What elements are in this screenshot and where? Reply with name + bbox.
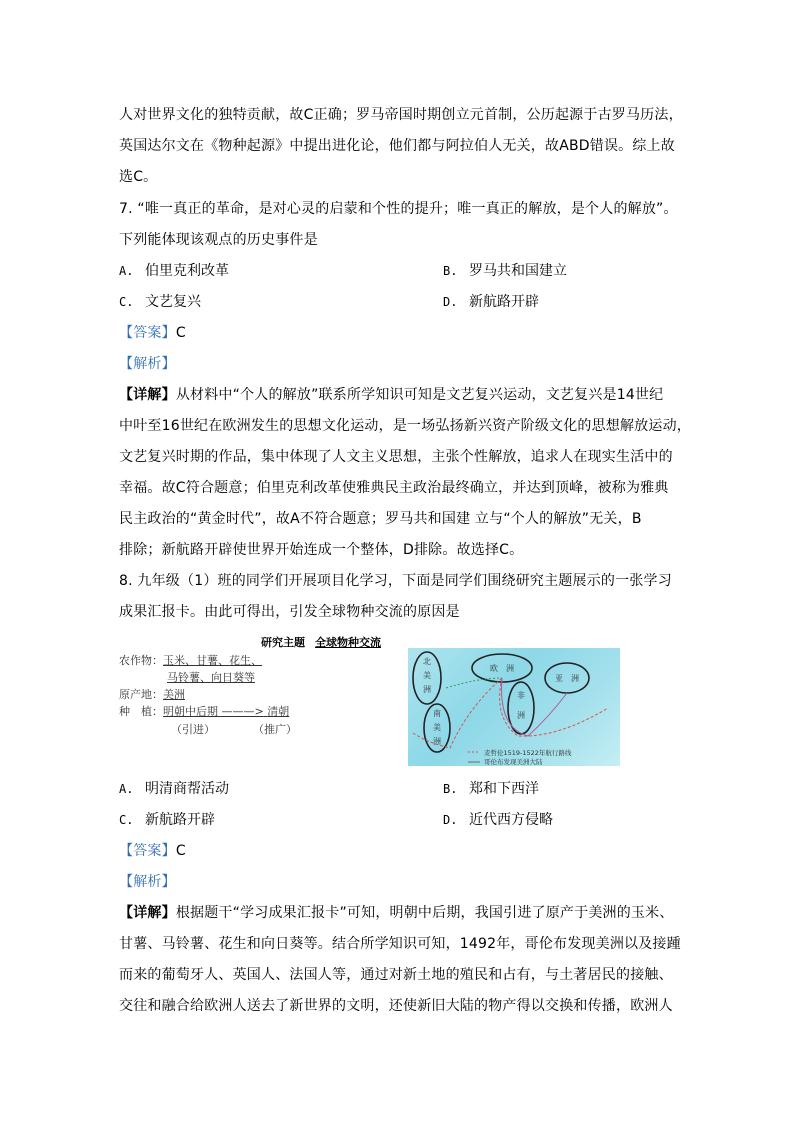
answer-value: C	[175, 843, 186, 859]
card-title-label: 研究主题	[261, 636, 305, 649]
answer-label: 【答案】	[119, 843, 176, 859]
q8-stem: 8. 九年级（1）班的同学们开展项目化学习，下面是同学们围绕研究主题展示的一张学习	[119, 573, 672, 589]
q8-stem: 成果汇报卡。由此可得出，引发全球物种交流的原因是	[119, 604, 460, 620]
detail-label: 【详解】	[119, 387, 176, 403]
option-text: 郑和下西洋	[469, 781, 539, 797]
answer-value: C	[175, 325, 186, 341]
crops-value: 玉米、甘薯、花生、	[163, 654, 262, 667]
planting-to-note: （推广）	[253, 723, 297, 736]
q8-detail-line: 甘薯、马铃薯、花生和向日葵等。结合所学知识可知，1492年，哥伦布发现美洲以及接踵	[119, 936, 681, 952]
q7-stem: 下列能体现该观点的历史事件是	[119, 232, 318, 248]
legend-magellan: 麦哲伦1519-1522年航行路线	[484, 749, 572, 757]
legend-columbus: 哥伦布发现美洲大陆	[484, 758, 543, 766]
option-text: 文艺复兴	[145, 294, 201, 310]
detail-text: 根据题干“学习成果汇报卡”可知，明朝中后期，我国引进了原产于美洲的玉米、	[175, 905, 674, 921]
option-key: A.	[119, 782, 134, 796]
option-text: 新航路开辟	[469, 294, 539, 310]
q7-option-c	[119, 293, 201, 311]
paragraph-line: 人对世界文化的独特贡献，故C正确；罗马帝国时期创立元首制，公历起源于古罗马历法，	[119, 107, 683, 123]
option-key: D.	[443, 295, 458, 309]
crops-row	[119, 652, 262, 668]
crops-row-2	[167, 669, 255, 685]
q7-analysis-label: 【解析】	[119, 356, 176, 372]
option-text: 近代西方侵略	[469, 812, 553, 828]
q7-option-b	[443, 262, 567, 280]
option-key: B.	[443, 782, 458, 796]
detail-text: 从材料中“个人的解放”联系所学知识可知是文艺复兴运动，文艺复兴是14世纪	[175, 387, 664, 403]
world-map-image	[408, 648, 620, 766]
planting-label: 种 植：	[119, 705, 163, 718]
option-text: 新航路开辟	[145, 812, 215, 828]
answer-label: 【答案】	[119, 325, 176, 341]
planting-from: 明朝中后期	[163, 705, 218, 718]
q8-detail-line: 交往和融合给欧洲人送去了新世界的文明，还使新旧大陆的物产得以交换和传播，欧洲人	[119, 998, 673, 1014]
svg-text:北: 北	[423, 657, 431, 666]
svg-text:洲: 洲	[433, 737, 441, 746]
crops-label: 农作物：	[119, 654, 163, 667]
report-card-figure	[119, 634, 625, 768]
arrow-icon: ———>	[221, 705, 264, 718]
option-key: D.	[443, 813, 458, 827]
q7-stem: 7. “唯一真正的革命，是对心灵的启蒙和个性的提升；唯一真正的解放，是个人的解放”。	[119, 201, 678, 217]
q8-option-b	[443, 780, 539, 798]
origin-row	[119, 686, 185, 702]
planting-to: 清朝	[267, 705, 290, 718]
paragraph-line: 英国达尔文在《物种起源》中提出进化论，他们都与阿拉伯人无关，故ABD错误。综上故	[119, 138, 675, 154]
svg-text:美: 美	[433, 723, 441, 732]
q8-option-c	[119, 811, 215, 829]
paragraph-line: 选C。	[119, 169, 158, 185]
route-map-svg	[408, 648, 620, 766]
planting-row	[119, 703, 289, 719]
q7-option-d	[443, 293, 539, 311]
q8-option-d	[443, 811, 553, 829]
option-text: 罗马共和国建立	[469, 263, 567, 279]
q7-detail-line: 幸福。故C符合题意；伯里克利改革使雅典民主政治最终确立，并达到顶峰，被称为雅典	[119, 480, 669, 496]
q8-detail-line	[119, 904, 674, 922]
option-key: A.	[119, 264, 134, 278]
card-title	[261, 634, 381, 650]
q7-detail-line	[119, 386, 663, 404]
svg-text:南: 南	[433, 709, 441, 718]
svg-text:欧 洲: 欧 洲	[490, 664, 514, 673]
option-text: 伯里克利改革	[145, 263, 229, 279]
detail-label: 【详解】	[119, 905, 176, 921]
q7-detail-line: 民主政治的“黄金时代”，故A不符合题意；罗马共和国建 立与“个人的解放”无关，B	[119, 511, 642, 527]
origin-label: 原产地：	[119, 688, 163, 701]
q7-detail-line: 排除；新航路开辟使世界开始连成一个整体，D排除。故选择C。	[119, 542, 524, 558]
crops-value-2: 马铃薯、向日葵等	[167, 671, 255, 684]
q8-analysis-label: 【解析】	[119, 874, 176, 890]
svg-text:亚 洲: 亚 洲	[555, 674, 579, 683]
option-key: B.	[443, 264, 458, 278]
option-text: 明清商帮活动	[145, 781, 229, 797]
q7-detail-line: 中叶至16世纪在欧洲发生的思想文化运动，是一场弘扬新兴资产阶级文化的思想解放运动，	[119, 418, 692, 434]
card-title-value: 全球物种交流	[315, 636, 381, 649]
q8-option-a	[119, 780, 229, 798]
svg-text:洲: 洲	[423, 685, 431, 694]
q7-answer	[119, 324, 186, 342]
q8-answer	[119, 842, 186, 860]
option-key: C.	[119, 295, 134, 309]
svg-text:非: 非	[517, 691, 525, 700]
q7-option-a	[119, 262, 229, 280]
q7-detail-line: 文艺复兴时期的作品，集中体现了人文主义思想，主张个性解放，追求人在现实生活中的	[119, 449, 673, 465]
origin-value: 美洲	[163, 688, 185, 701]
svg-text:洲: 洲	[517, 711, 525, 720]
q8-detail-line: 而来的葡萄牙人、英国人、法国人等，通过对新土地的殖民和占有，与土著居民的接触、	[119, 967, 673, 983]
planting-from-note: （引进）	[171, 723, 215, 736]
option-key: C.	[119, 813, 134, 827]
svg-text:美: 美	[423, 671, 431, 680]
